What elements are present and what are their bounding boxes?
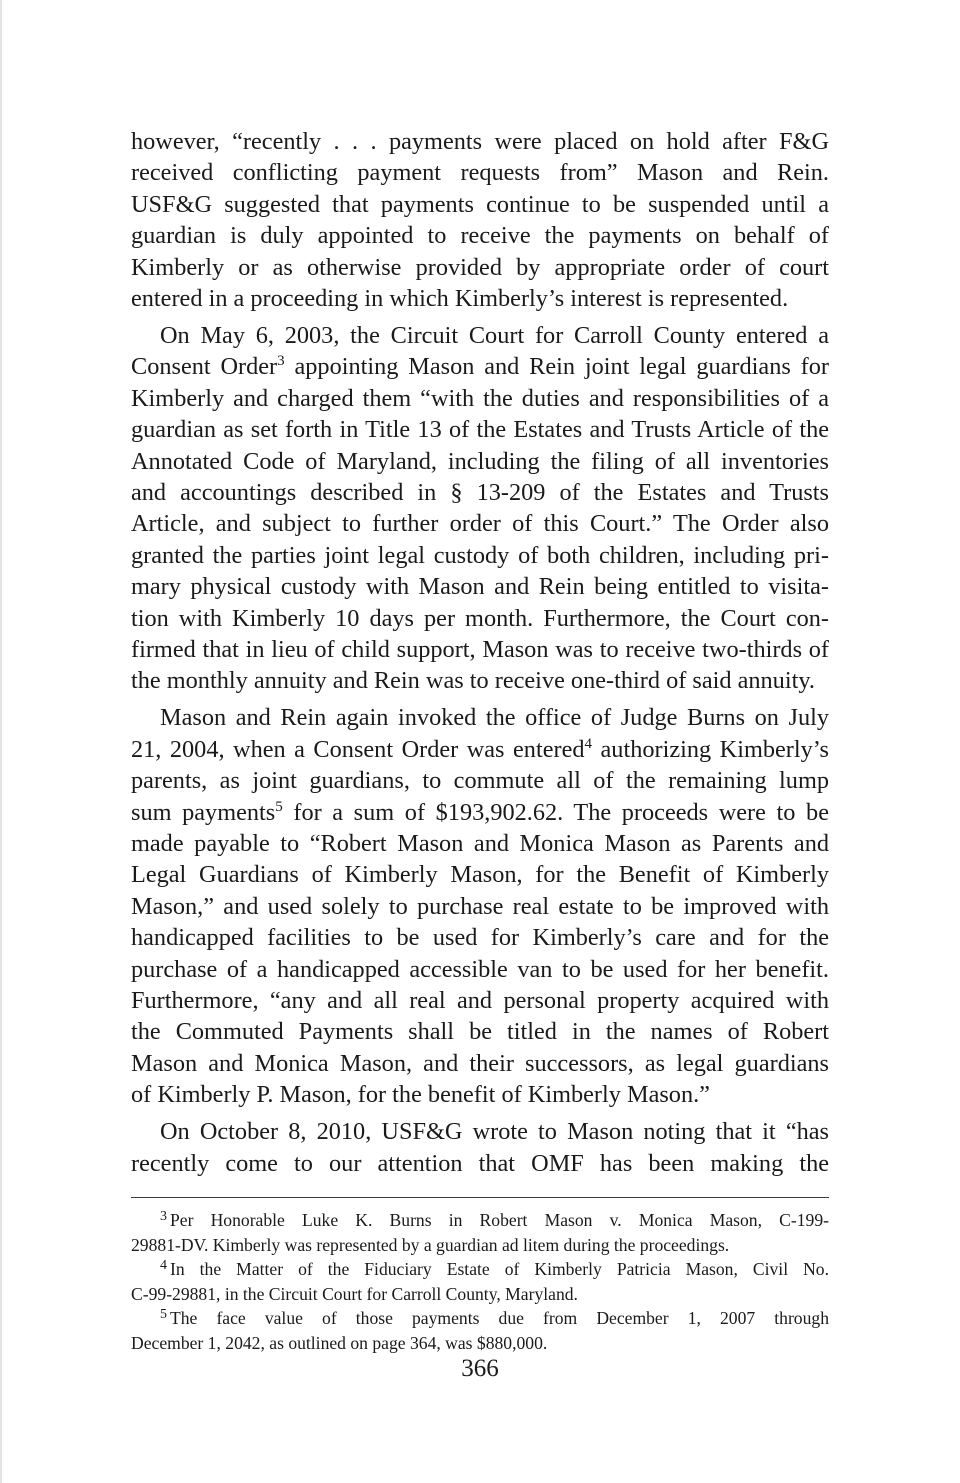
text-line: guardian is duly appointed to receive the payments on behalf of	[131, 222, 829, 250]
paragraph-3	[131, 702, 829, 1110]
footnote-line	[131, 1208, 829, 1233]
footnote-text: The face value of those payments due from December 1, 2007 through	[170, 1308, 829, 1329]
text-line: granted the parties joint legal custody of both children, including pri-	[131, 541, 829, 569]
text-line: Legal Guardians of Kimberly Mason, for the Benefit of Kimberly	[131, 861, 829, 889]
footnote-4	[131, 1257, 829, 1306]
text-line: the monthly annuity and Rein was to receive one-third of said annuity.	[131, 667, 815, 695]
text-line	[131, 734, 829, 765]
footnote-number: 3	[160, 1209, 167, 1224]
text-line: Article, and subject to further order of this Court.” The Order also	[131, 510, 829, 538]
text-fragment: for a sum of $193,902.62. The proceeds were to be	[282, 798, 829, 826]
paragraph-2	[131, 320, 829, 697]
footnote-3	[131, 1208, 829, 1257]
text-line: Furthermore, “any and all real and personal property acquired with	[131, 986, 829, 1014]
text-fragment: sum payments	[131, 798, 276, 826]
text-line: On May 6, 2003, the Circuit Court for Carroll County entered a	[160, 321, 829, 349]
text-line: handicapped facilities to be used for Kimberly’s care and for the	[131, 924, 829, 952]
footnote-line	[131, 1306, 829, 1331]
text-line: Annotated Code of Maryland, including the filing of all inventories	[131, 447, 829, 475]
text-line: entered in a proceeding in which Kimberly’s interest is represented.	[131, 285, 789, 313]
body-text	[131, 126, 829, 1184]
text-line: and accountings described in § 13-209 of the Estates and Trusts	[131, 478, 829, 506]
footnote-number: 4	[160, 1258, 167, 1274]
footnote-reference-3: 3	[277, 353, 285, 370]
text-line: On October 8, 2010, USF&G wrote to Mason noting that it “has	[160, 1118, 829, 1146]
text-line: mary physical custody with Mason and Rein being entitled to visita-	[131, 573, 829, 601]
text-line: Kimberly and charged them “with the duties and responsibilities of a	[131, 384, 829, 412]
text-line: of Kimberly P. Mason, for the benefit of Kimberly Mason.”	[131, 1081, 710, 1109]
text-line: guardian as set forth in Title 13 of the Estates and Trusts Article of the	[131, 416, 829, 444]
text-line: purchase of a handicapped accessible van to be used for her benefit.	[131, 955, 829, 983]
footnote-number: 5	[160, 1307, 167, 1323]
text-fragment: appointing Mason and Rein joint legal guardians for	[294, 353, 829, 381]
page-edge	[0, 0, 2, 1483]
footnote-text: In the Matter of the Fiduciary Estate of Kimberly Patricia Mason, Civil No.	[170, 1259, 829, 1280]
text-line: firmed that in lieu of child support, Mason was to receive two-thirds of	[131, 636, 829, 663]
page-number: 366	[461, 1355, 499, 1382]
footnote-divider	[131, 1197, 829, 1198]
text-line: received conflicting payment requests from” Mason and Rein.	[131, 159, 829, 187]
footnote-line: December 1, 2042, as outlined on page 364, was $880,000.	[131, 1332, 548, 1353]
footnote-line	[131, 1257, 829, 1282]
text-line: Mason and Monica Mason, and their successors, as legal guardians	[131, 1049, 829, 1077]
text-line	[131, 797, 829, 828]
text-line: USF&G suggested that payments continue to be suspended until a	[131, 190, 829, 218]
footnote-reference-4: 4	[584, 735, 593, 752]
text-fragment: authorizing Kimberly’s	[592, 735, 829, 763]
text-line: recently come to our attention that OMF has been making the	[131, 1149, 829, 1177]
text-line: Mason and Rein again invoked the office of Judge Burns on July	[160, 704, 829, 732]
text-line: made payable to “Robert Mason and Monica Mason as Parents and	[131, 829, 829, 857]
footnote-reference-5: 5	[275, 798, 283, 815]
text-line: Kimberly or as otherwise provided by appropriate order of court	[131, 253, 829, 281]
footnote-line: C-99-29881, in the Circuit Court for Carroll County, Maryland.	[131, 1283, 578, 1304]
text-line: tion with Kimberly 10 days per month. Furthermore, the Court con-	[131, 604, 829, 632]
footnote-line: 29881-DV. Kimberly was represented by a guardian ad litem during the proceedings.	[131, 1234, 730, 1255]
text-fragment: Consent Order	[131, 353, 278, 381]
text-line: however, “recently . . . payments were placed on hold after F&G	[131, 128, 829, 155]
text-line: the Commuted Payments shall be titled in the names of Robert	[131, 1018, 829, 1046]
text-line: parents, as joint guardians, to commute all of the remaining lump	[131, 767, 829, 795]
footnote-5	[131, 1306, 829, 1355]
footnotes	[131, 1208, 829, 1356]
paragraph-4	[131, 1116, 829, 1179]
text-line: Mason,” and used solely to purchase real estate to be improved with	[131, 892, 829, 920]
footnote-text: Per Honorable Luke K. Burns in Robert Mason v. Monica Mason, C-199-	[170, 1210, 829, 1230]
text-line	[131, 351, 829, 382]
paragraph-1	[131, 126, 829, 314]
text-fragment: 21, 2004, when a Consent Order was entered	[131, 735, 585, 763]
